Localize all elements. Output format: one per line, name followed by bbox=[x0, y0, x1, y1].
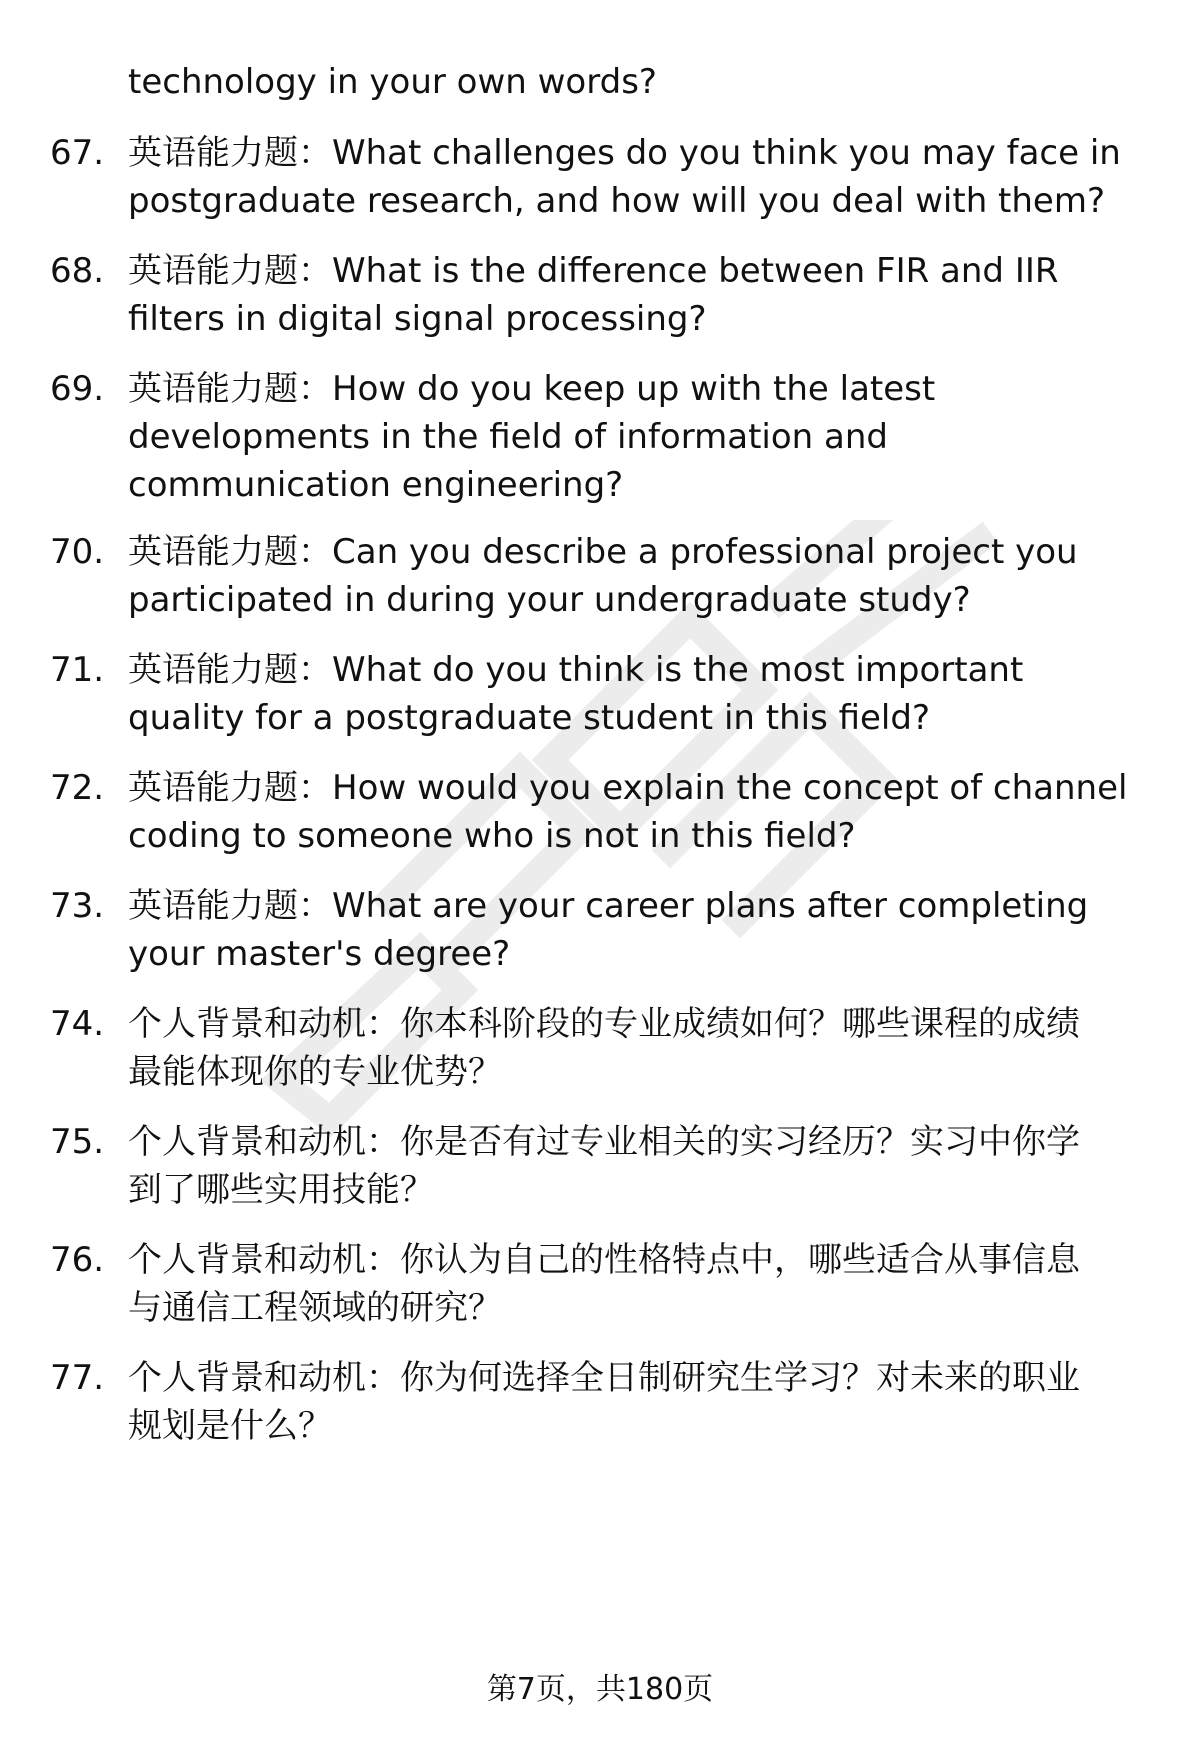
question-text bbox=[128, 646, 1168, 742]
question-number: 71. bbox=[50, 650, 105, 690]
question-text bbox=[128, 247, 1168, 343]
question-text bbox=[128, 1118, 1168, 1214]
question-number: 72. bbox=[50, 768, 105, 808]
question-line: 英语能力题：How would you explain the concept of channel bbox=[128, 768, 1128, 808]
question-text bbox=[128, 1000, 1168, 1096]
question-line: quality for a postgraduate student in this field? bbox=[128, 698, 931, 738]
question-line: 到了哪些实用技能？ bbox=[128, 1170, 434, 1210]
question-line: 英语能力题：How do you keep up with the latest bbox=[128, 369, 936, 409]
question-text bbox=[128, 1354, 1168, 1450]
question-number: 74. bbox=[50, 1004, 105, 1044]
question-number: 76. bbox=[50, 1240, 105, 1280]
question-number: 75. bbox=[50, 1122, 105, 1162]
question-text bbox=[128, 1236, 1168, 1332]
question-line: 英语能力题：What are your career plans after completing bbox=[128, 886, 1089, 926]
question-line: 个人背景和动机：你是否有过专业相关的实习经历？实习中你学 bbox=[128, 1122, 1080, 1162]
question-line: 个人背景和动机：你为何选择全日制研究生学习？对未来的职业 bbox=[128, 1358, 1080, 1398]
question-line: 英语能力题：What challenges do you think you may face in bbox=[128, 133, 1121, 173]
question-line: 个人背景和动机：你认为自己的性格特点中，哪些适合从事信息 bbox=[128, 1240, 1080, 1280]
continued-line: technology in your own words? bbox=[128, 62, 657, 102]
question-text bbox=[128, 528, 1168, 624]
question-line: participated in during your undergraduate study? bbox=[128, 580, 971, 620]
question-number: 68. bbox=[50, 251, 105, 291]
question-text bbox=[128, 365, 1168, 509]
question-number: 70. bbox=[50, 532, 105, 572]
question-line: communication engineering? bbox=[128, 465, 624, 505]
question-line: 英语能力题：Can you describe a professional project you bbox=[128, 532, 1078, 572]
question-line: developments in the field of information and bbox=[128, 417, 888, 457]
question-line: 与通信工程领域的研究？ bbox=[128, 1288, 502, 1328]
question-line: 规划是什么？ bbox=[128, 1406, 332, 1446]
question-line: 个人背景和动机：你本科阶段的专业成绩如何？哪些课程的成绩 bbox=[128, 1004, 1080, 1044]
question-line: your master's degree? bbox=[128, 934, 511, 974]
question-number: 69. bbox=[50, 369, 105, 409]
question-text bbox=[128, 764, 1168, 860]
question-number: 73. bbox=[50, 886, 105, 926]
question-line: 英语能力题：What do you think is the most important bbox=[128, 650, 1024, 690]
question-text bbox=[128, 129, 1168, 225]
question-line: coding to someone who is not in this field? bbox=[128, 816, 856, 856]
question-text bbox=[128, 882, 1168, 978]
page-number-footer: 第7页，共180页 bbox=[486, 1672, 714, 1707]
question-line: 最能体现你的专业优势？ bbox=[128, 1052, 502, 1092]
question-line: filters in digital signal processing? bbox=[128, 299, 707, 339]
question-line: 英语能力题：What is the difference between FIR and IIR bbox=[128, 251, 1059, 291]
question-number: 77. bbox=[50, 1358, 105, 1398]
question-number: 67. bbox=[50, 133, 105, 173]
question-line: postgraduate research, and how will you deal with them? bbox=[128, 181, 1106, 221]
